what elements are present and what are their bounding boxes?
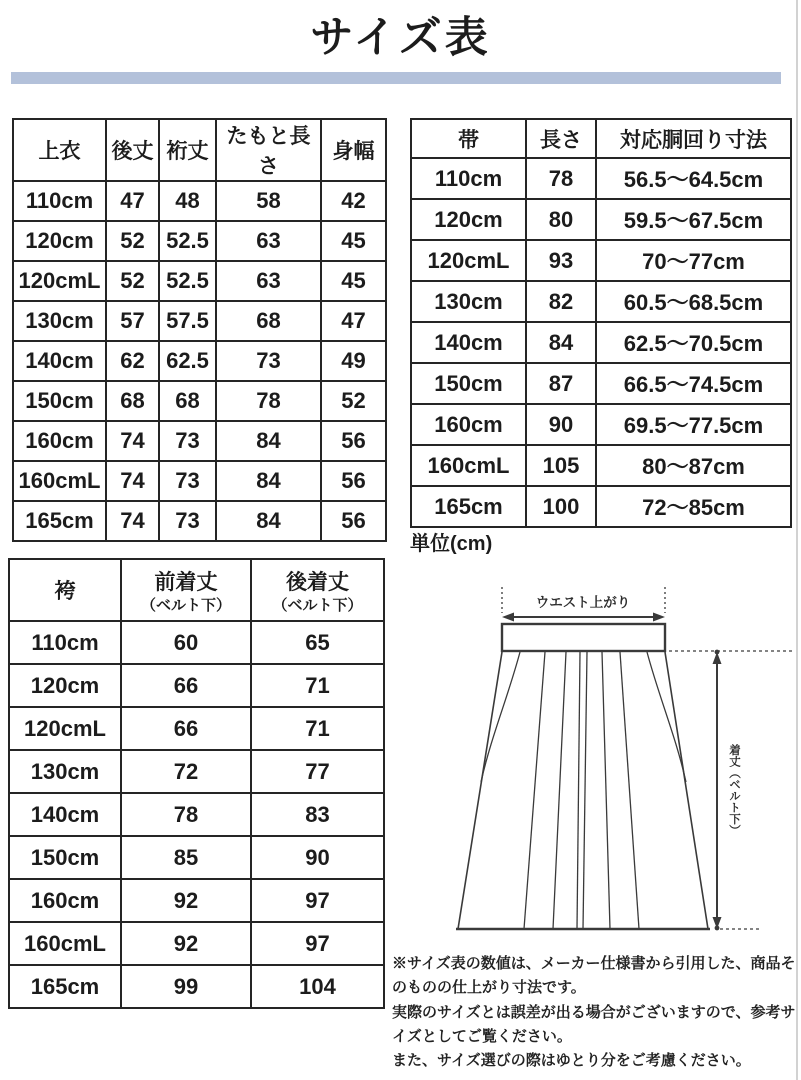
table-row xyxy=(13,181,386,221)
column-header: 後丈 xyxy=(106,119,159,181)
table-row xyxy=(411,445,791,486)
column-header: 長さ xyxy=(526,119,596,158)
table-cell: 110cm xyxy=(13,181,106,221)
table-row xyxy=(13,261,386,301)
table-row xyxy=(9,922,384,965)
table-cell: 62 xyxy=(106,341,159,381)
table-cell: 45 xyxy=(321,221,386,261)
table-row xyxy=(13,381,386,421)
table-row xyxy=(13,341,386,381)
table-cell: 72 xyxy=(121,750,251,793)
table-cell: 78 xyxy=(216,381,321,421)
skirt-right-outline xyxy=(665,652,708,929)
table-cell: 62.5 xyxy=(159,341,216,381)
table-cell: 140cm xyxy=(411,322,526,363)
table-cell: 165cm xyxy=(9,965,121,1008)
table-cell: 120cm xyxy=(9,664,121,707)
table-cell: 52.5 xyxy=(159,221,216,261)
table-cell: 69.5〜77.5cm xyxy=(596,404,791,445)
table-row xyxy=(411,322,791,363)
note-line: 実際のサイズとは誤差が出る場合がございますので、参考サイズとしてご覧ください。 xyxy=(392,1003,796,1045)
column-header: 身幅 xyxy=(321,119,386,181)
table-cell: 160cmL xyxy=(13,461,106,501)
waistband-shape xyxy=(502,624,665,651)
table-cell: 49 xyxy=(321,341,386,381)
table-cell: 84 xyxy=(216,421,321,461)
table-cell: 92 xyxy=(121,922,251,965)
table-cell: 150cm xyxy=(13,381,106,421)
column-header: 対応胴回り寸法 xyxy=(596,119,791,158)
table-row xyxy=(9,793,384,836)
table-cell: 90 xyxy=(251,836,384,879)
table-cell: 160cmL xyxy=(9,922,121,965)
photo-edge-line xyxy=(796,0,798,1080)
table-cell: 56.5〜64.5cm xyxy=(596,158,791,199)
table-cell: 160cm xyxy=(13,421,106,461)
table-cell: 66.5〜74.5cm xyxy=(596,363,791,404)
table-cell: 77 xyxy=(251,750,384,793)
table-cell: 63 xyxy=(216,261,321,301)
table-row xyxy=(411,363,791,404)
pleat-line xyxy=(524,652,545,929)
side-slit-curve-left xyxy=(481,652,520,782)
pleat-line xyxy=(577,652,580,929)
table-cell: 66 xyxy=(121,664,251,707)
table-cell: 120cm xyxy=(13,221,106,261)
table-cell: 150cm xyxy=(411,363,526,404)
table-row xyxy=(13,221,386,261)
column-header: 帯 xyxy=(411,119,526,158)
table-cell: 104 xyxy=(251,965,384,1008)
column-header: たもと長さ xyxy=(216,119,321,181)
table-cell: 73 xyxy=(159,501,216,541)
table-cell: 52 xyxy=(106,261,159,301)
table-row xyxy=(9,879,384,922)
skirt-length-label: 着丈（ベルト下） xyxy=(728,744,740,836)
arrow-endpoint-dot xyxy=(715,650,720,655)
table-cell: 130cm xyxy=(411,281,526,322)
table-cell: 62.5〜70.5cm xyxy=(596,322,791,363)
pleat-line xyxy=(602,652,610,929)
table-cell: 74 xyxy=(106,421,159,461)
pleat-line xyxy=(553,652,566,929)
column-header: 後着丈 （ベルト下） xyxy=(251,559,384,621)
table-cell: 100 xyxy=(526,486,596,527)
table-cell: 160cm xyxy=(9,879,121,922)
waist-width-label: ウエスト上がり xyxy=(535,595,631,610)
arrowhead-right xyxy=(653,613,665,622)
title-divider-bar xyxy=(11,72,781,84)
table-cell: 105 xyxy=(526,445,596,486)
table-cell: 74 xyxy=(106,461,159,501)
table-row xyxy=(9,750,384,793)
skirt-left-outline xyxy=(458,652,502,929)
pleat-line xyxy=(583,652,587,929)
hakama-measurement-diagram xyxy=(420,577,795,949)
table-cell: 57.5 xyxy=(159,301,216,341)
table-cell: 68 xyxy=(216,301,321,341)
table-cell: 140cm xyxy=(9,793,121,836)
table-cell: 45 xyxy=(321,261,386,301)
table-cell: 71 xyxy=(251,664,384,707)
column-header: 袴 xyxy=(9,559,121,621)
table-cell: 56 xyxy=(321,501,386,541)
table-cell: 140cm xyxy=(13,341,106,381)
table-cell: 84 xyxy=(526,322,596,363)
table-cell: 160cmL xyxy=(411,445,526,486)
hakama-size-table xyxy=(8,558,385,1009)
table-cell: 150cm xyxy=(9,836,121,879)
table-cell: 56 xyxy=(321,461,386,501)
table-row xyxy=(9,664,384,707)
table-cell: 87 xyxy=(526,363,596,404)
table-row xyxy=(13,301,386,341)
table-cell: 165cm xyxy=(411,486,526,527)
table-cell: 52 xyxy=(321,381,386,421)
table-row xyxy=(13,501,386,541)
table-cell: 47 xyxy=(106,181,159,221)
table-row xyxy=(9,965,384,1008)
table-cell: 48 xyxy=(159,181,216,221)
table-row xyxy=(411,240,791,281)
table-cell: 47 xyxy=(321,301,386,341)
uwagi-size-table xyxy=(12,118,387,542)
table-cell: 92 xyxy=(121,879,251,922)
table-cell: 130cm xyxy=(13,301,106,341)
table-cell: 120cmL xyxy=(411,240,526,281)
table-cell: 110cm xyxy=(411,158,526,199)
table-cell: 130cm xyxy=(9,750,121,793)
table-cell: 63 xyxy=(216,221,321,261)
table-row xyxy=(13,461,386,501)
footnotes xyxy=(392,952,801,1073)
table-cell: 120cm xyxy=(411,199,526,240)
table-cell: 78 xyxy=(121,793,251,836)
page-title: サイズ表 xyxy=(310,14,491,62)
table-cell: 73 xyxy=(216,341,321,381)
pleat-line xyxy=(620,652,639,929)
table-row xyxy=(9,707,384,750)
table-row xyxy=(411,199,791,240)
table-cell: 84 xyxy=(216,461,321,501)
column-header: 上衣 xyxy=(13,119,106,181)
table-cell: 78 xyxy=(526,158,596,199)
table-cell: 68 xyxy=(159,381,216,421)
table-cell: 97 xyxy=(251,922,384,965)
table-cell: 68 xyxy=(106,381,159,421)
obi-size-table xyxy=(410,118,792,528)
arrowhead-left xyxy=(502,613,514,622)
table-cell: 56 xyxy=(321,421,386,461)
table-cell: 97 xyxy=(251,879,384,922)
table-row xyxy=(9,836,384,879)
table-cell: 66 xyxy=(121,707,251,750)
table-row xyxy=(9,621,384,664)
note-line: ※サイズ表の数値は、メーカー仕様書から引用した、商品そのものの仕上がり寸法です。 xyxy=(392,955,796,997)
table-cell: 80 xyxy=(526,199,596,240)
table-cell: 82 xyxy=(526,281,596,322)
column-header: 前着丈 （ベルト下） xyxy=(121,559,251,621)
table-cell: 74 xyxy=(106,501,159,541)
table-cell: 120cmL xyxy=(9,707,121,750)
table-cell: 58 xyxy=(216,181,321,221)
table-cell: 93 xyxy=(526,240,596,281)
table-cell: 110cm xyxy=(9,621,121,664)
table-row xyxy=(411,281,791,322)
table-cell: 90 xyxy=(526,404,596,445)
table-cell: 99 xyxy=(121,965,251,1008)
table-cell: 59.5〜67.5cm xyxy=(596,199,791,240)
table-cell: 70〜77cm xyxy=(596,240,791,281)
table-cell: 84 xyxy=(216,501,321,541)
table-cell: 60 xyxy=(121,621,251,664)
table-cell: 73 xyxy=(159,461,216,501)
table-cell: 165cm xyxy=(13,501,106,541)
table-cell: 80〜87cm xyxy=(596,445,791,486)
table-cell: 72〜85cm xyxy=(596,486,791,527)
table-row xyxy=(411,404,791,445)
table-cell: 52 xyxy=(106,221,159,261)
table-cell: 60.5〜68.5cm xyxy=(596,281,791,322)
table-cell: 85 xyxy=(121,836,251,879)
table-cell: 42 xyxy=(321,181,386,221)
table-cell: 57 xyxy=(106,301,159,341)
table-cell: 52.5 xyxy=(159,261,216,301)
table-row xyxy=(411,158,791,199)
table-cell: 120cmL xyxy=(13,261,106,301)
side-slit-curve-right xyxy=(647,652,686,782)
table-cell: 160cm xyxy=(411,404,526,445)
table-cell: 71 xyxy=(251,707,384,750)
table-cell: 73 xyxy=(159,421,216,461)
table-cell: 83 xyxy=(251,793,384,836)
note-line: また、サイズ選びの際はゆとり分をご考慮ください。 xyxy=(392,1052,751,1070)
table-row xyxy=(411,486,791,527)
table-cell: 65 xyxy=(251,621,384,664)
unit-note: 単位(cm) xyxy=(410,533,493,555)
column-header: 裄丈 xyxy=(159,119,216,181)
arrow-endpoint-dot xyxy=(715,926,720,931)
table-row xyxy=(13,421,386,461)
